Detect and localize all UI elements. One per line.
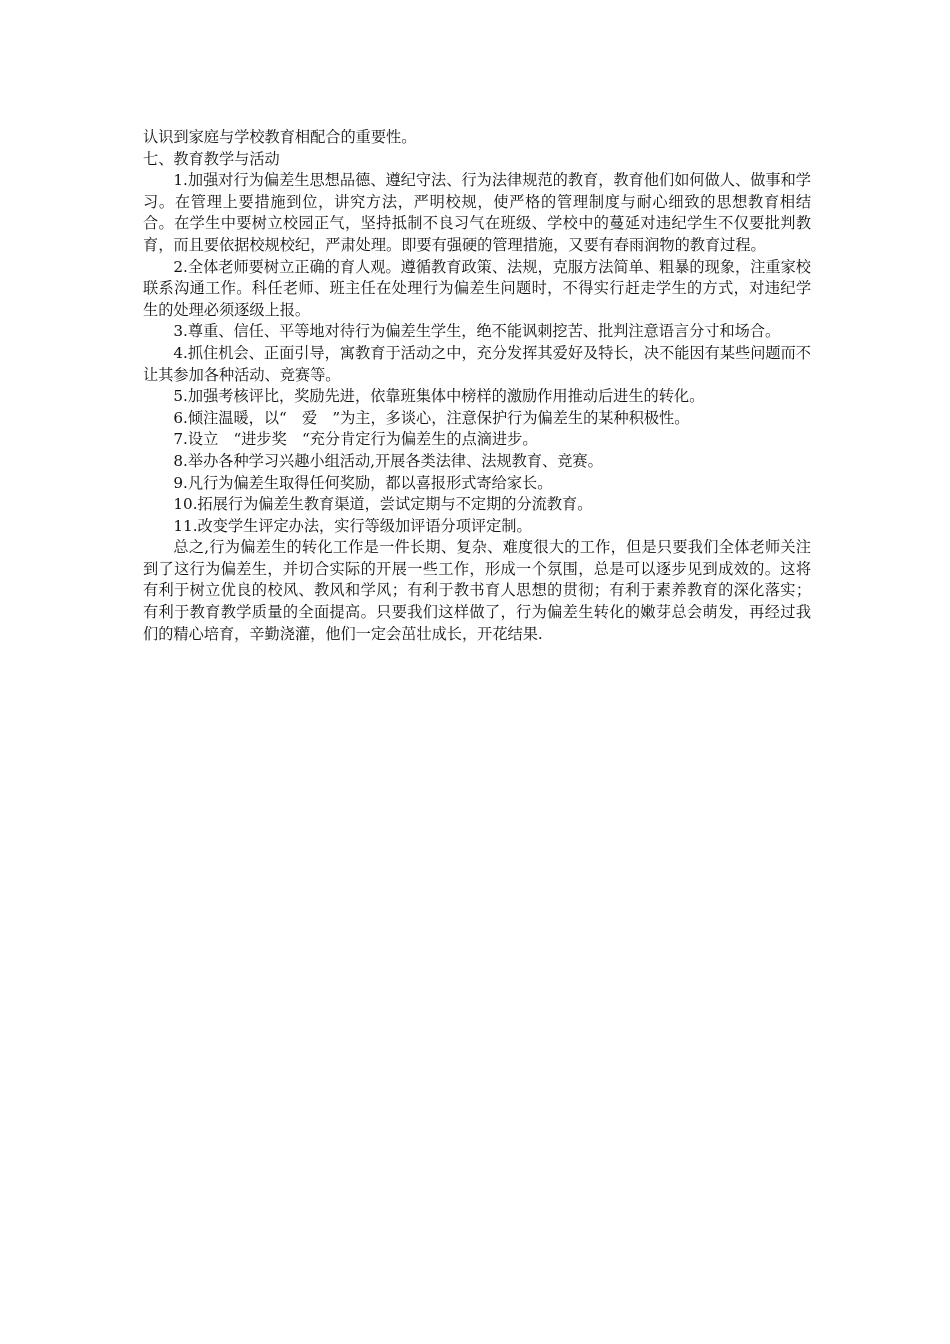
list-item-7: 7.设立 “进步奖 “充分肯定行为偏差生的点滴进步。: [173, 430, 538, 449]
document-page: [143, 127, 811, 645]
list-item-8: 8.举办各种学习兴趣小组活动,开展各类法律、法规教育、竞赛。: [173, 451, 603, 470]
list-item-6: 6.倾注温暖，以“ 爱 ”为主，多谈心，注意保护行为偏差生的某种积极性。: [173, 408, 690, 427]
continuation-paragraph: 认识到家庭与学校教育相配合的重要性。: [143, 128, 417, 146]
list-item-3: 3.尊重、信任、平等地对待行为偏差生学生，绝不能讽刺挖苦、批判注意语言分寸和场合。: [173, 322, 781, 341]
list-item-11: 11.改变学生评定办法，实行等级加评语分项评定制。: [173, 516, 532, 535]
list-item-1: 1.加强对行为偏差生思想品德、遵纪守法、行为法律规范的教育，教育他们如何做人、做事和学习。在管理上要措施到位，讲究方法，严明校规，使严格的管理制度与耐心细致的思想教育相结合。在学生中要树立校园正气，坚持抵制不良习气在班级、学校中的蔓延对违纪学生不仅要批判教育，而且要依据校规校纪，严肃处理。即要有强硬的管理措施，又要有春雨润物的教育过程。: [143, 171, 811, 254]
list-item-9: 9.凡行为偏差生取得任何奖励，都以喜报形式寄给家长。: [173, 473, 553, 492]
list-item-10: 10.拓展行为偏差生教育渠道，尝试定期与不定期的分流教育。: [173, 495, 593, 514]
list-item-2: 2.全体老师要树立正确的育人观。遵循教育政策、法规，克服方法简单、粗暴的现象，注重家校联系沟通工作。科任老师、班主任在处理行为偏差生问题时，不得实行赶走学生的方式，对违纪学生的处理必须逐级上报。: [143, 257, 811, 319]
list-item-4: 4.抓住机会、正面引导，寓教育于活动之中，充分发挥其爱好及特长，决不能因有某些问题而不让其参加各种活动、竞赛等。: [143, 343, 811, 384]
list-item-5: 5.加强考核评比，奖励先进，依靠班集体中榜样的激励作用推动后进生的转化。: [173, 387, 705, 406]
conclusion-paragraph: 总之,行为偏差生的转化工作是一件长期、复杂、难度很大的工作，但是只要我们全体老师关注到了这行为偏差生，并切合实际的开展一些工作，形成一个氛围，总是可以逐步见到成效的。这将有利于树立优良的校风、教风和学风；有利于教书育人思想的贯彻；有利于素养教育的深化落实；有利于教育教学质量的全面提高。只要我们这样做了，行为偏差生转化的嫩芽总会萌发，再经过我们的精心培育，辛勤浇灌，他们一定会茁壮成长，开花结果.: [143, 538, 811, 643]
section-heading: 七、教育教学与活动: [143, 149, 280, 168]
